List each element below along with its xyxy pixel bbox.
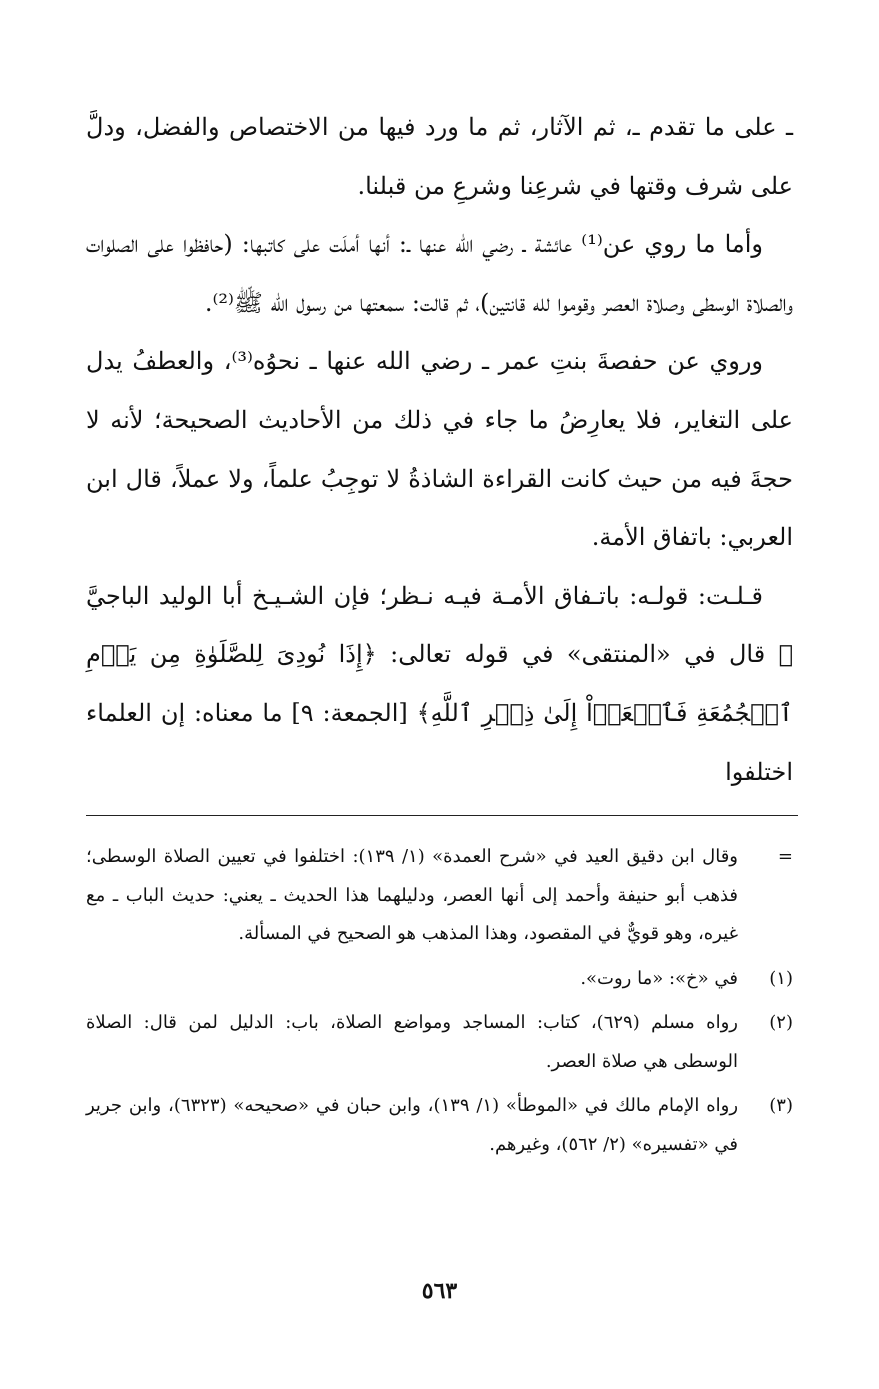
footnote-text: رواه الإمام مالك في «الموطأ» (١/ ١٣٩)، وابن حبان في «صحيحه» (٦٣٢٣)، وابن جرير في «تفسيره» (٢/ ٥٦٢)، وغيرهم. — [86, 1095, 739, 1155]
footnote-marker: (٣) — [769, 1095, 793, 1116]
footnote-text: وقال ابن دقيق العيد في «شرح العمدة» (١/ ١٣٩): اختلفوا في تعيين الصلاة الوسطى؛ فذهب أبو حنيفة وأحمد إلى أنها العصر، ودليلهما هذا الحديث ـ يعني: حديث الباب ـ مع غيره، وهو قويٌّ في المقصود، وهذا المذهب هو الصحيح في المسألة. — [86, 846, 739, 944]
footnotes-section — [86, 838, 793, 1170]
footnote-divider — [86, 815, 798, 816]
paragraph-hafsa-narration: وروي عن حفصةَ بنتِ عمر ـ رضي الله عنها ـ نحوُه⁽³⁾، والعطفُ يدل على التغاير، فلا يعارِضُ ما جاء في ذلك من الأحاديث الصحيحة؛ لأنه لا حجةَ فيه من حيث كانت القراءة الشاذةُ لا توجِبُ علماً، ولا عملاً، قال ابن العربي: باتفاق الأمة. — [86, 347, 793, 552]
footnote-marker: (٢) — [769, 1012, 793, 1033]
paragraph-author-comment: قـلـت: قولـه: باتـفاق الأمـة فيـه نـظر؛ فإن الشـيـخ أبا الوليد الباجيَّ ﵀ قال في «المنتقى» في قوله تعالى: ﴿إِذَا نُودِىَ لِلصَّلَوٰةِ مِن يَوۡمِ ٱلۡجُمُعَةِ فَٱسۡعَوۡاْ إِلَىٰ ذِكۡرِ ٱللَّهِ﴾ [الجمعة: ٩] ما معناه: إن العلماء اختلفوا — [86, 581, 793, 786]
footnote-text: في «خ»: «ما روت». — [580, 967, 738, 989]
footnote-marker: = — [777, 846, 793, 867]
footnote-1 — [86, 960, 793, 999]
footnote-marker: (١) — [769, 967, 793, 989]
footnote-3 — [86, 1087, 793, 1164]
page-number: ٥٦٣ — [421, 1278, 458, 1304]
main-text-body — [86, 98, 793, 801]
footnote-continued — [86, 838, 793, 954]
footnote-2 — [86, 1004, 793, 1081]
footnote-text: رواه مسلم (٦٢٩)، كتاب: المساجد ومواضع الصلاة، باب: الدليل لمن قال: الصلاة الوسطى هي صلاة العصر. — [86, 1012, 739, 1072]
paragraph-continuation: ـ على ما تقدم ـ، ثم الآثار، ثم ما ورد فيها من الاختصاص والفضل، ودلَّ على شرف وقتها في شرعِنا وشرعِ من قبلنا. — [86, 113, 793, 200]
paragraph-aisha-narration: وأما ما روي عن⁽¹⁾ عائشة ـ رضي الله عنها ـ: أنها أملَت على كاتبها: (حافظوا على الصلوات والصلاة الوسطى وصلاة العصر وقوموا لله قانتين)، ثم قالت: سمعتها من رسول الله ﷺ⁽²⁾. — [86, 230, 793, 317]
